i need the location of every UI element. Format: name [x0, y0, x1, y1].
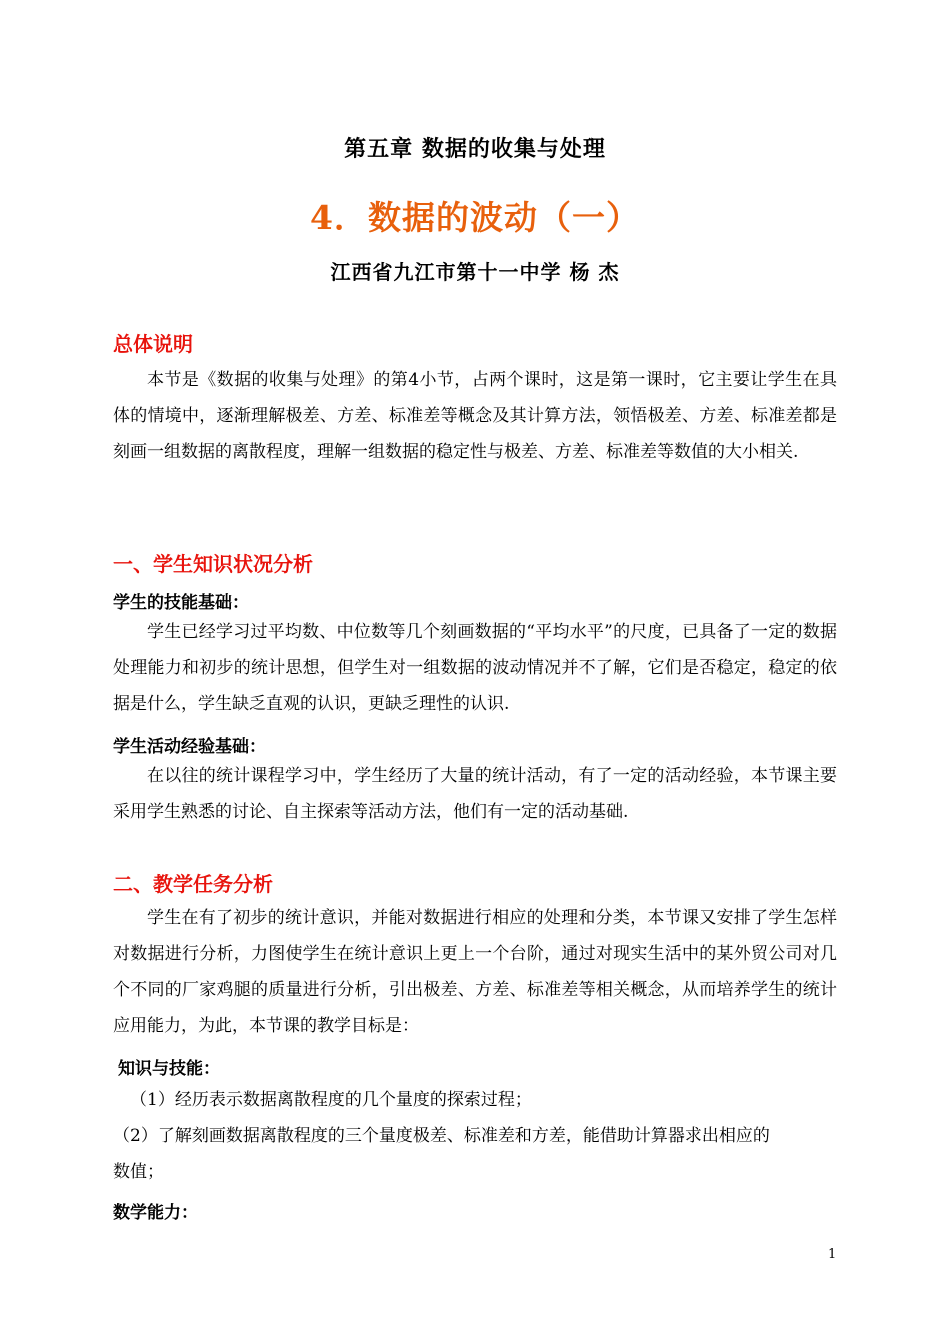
chapter-title: 第五章 数据的收集与处理 — [344, 136, 606, 162]
math-ability-heading: 数学能力： — [113, 1203, 198, 1223]
objective-item-2-line-1: （2）了解刻画数据离散程度的三个量度极差、标准差和方差，能借助计算器求出相应的 — [113, 1126, 770, 1146]
overview-paragraph: 本节是《数据的收集与处理》的第4小节，占两个课时，这是第一课时，它主要让学生在具体的情境中，逐渐理解极差、方差、标准差等概念及其计算方法，领悟极差、方差、标准差都是刻画一组数据的离散程度，理解一组数据的稳定性与极差、方差、标准差等数值的大小相关. — [113, 370, 837, 462]
skills-paragraph: 学生已经学习过平均数、中位数等几个刻画数据的“平均水平”的尺度，已具备了一定的数据处理能力和初步的统计思想，但学生对一组数据的波动情况并不了解，它们是否稳定，稳定的依据是什么，学生缺乏直观的认识，更缺乏理性的认识. — [113, 622, 837, 714]
objective-item-2-line-2: 数值； — [113, 1162, 164, 1182]
knowledge-heading: 知识与技能： — [118, 1059, 220, 1079]
section2-heading: 二、教学任务分析 — [113, 872, 273, 896]
objective-item-1: （1）经历表示数据离散程度的几个量度的探索过程； — [130, 1090, 532, 1110]
activity-heading: 学生活动经验基础： — [113, 737, 266, 757]
section2-paragraph: 学生在有了初步的统计意识，并能对数据进行相应的处理和分类，本节课又安排了学生怎样对数据进行分析，力图使学生在统计意识上更上一个台阶，通过对现实生活中的某外贸公司对几个不同的厂家鸡腿的质量进行分析，引出极差、方差、标准差等相关概念，从而培养学生的统计应用能力，为此，本节课的教学目标是： — [113, 908, 837, 1036]
overview-heading: 总体说明 — [113, 332, 193, 356]
skills-heading: 学生的技能基础： — [113, 593, 249, 613]
activity-paragraph: 在以往的统计课程学习中，学生经历了大量的统计活动，有了一定的活动经验，本节课主要采用学生熟悉的讨论、自主探索等活动方法，他们有一定的活动基础. — [113, 766, 837, 822]
author-line: 江西省九江市第十一中学 杨 杰 — [330, 260, 620, 284]
page-number: 1 — [828, 1247, 837, 1262]
lesson-title: 4．数据的波动（一） — [310, 198, 640, 237]
section1-heading: 一、学生知识状况分析 — [113, 552, 313, 576]
